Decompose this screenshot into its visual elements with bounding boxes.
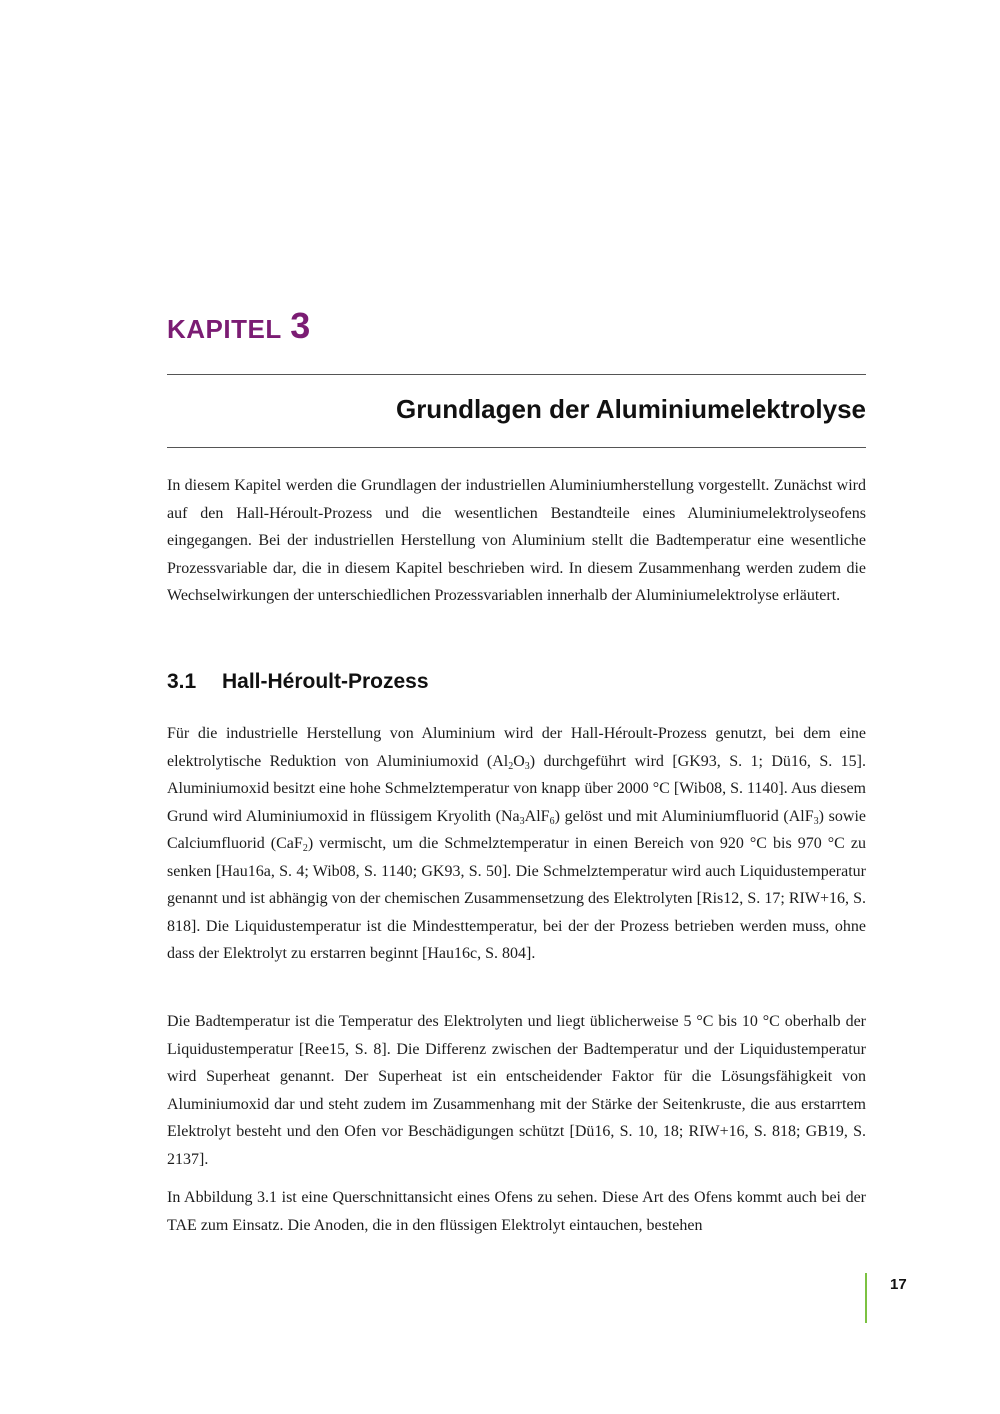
body-block-1: [167, 720, 866, 968]
p1-sub-6: 2: [302, 843, 308, 854]
chapter-title: Grundlagen der Aluminiumelektrolyse: [395, 394, 866, 424]
p1-text-4: AlF: [524, 807, 550, 825]
intro-paragraph: In diesem Kapitel werden die Grundlagen der industriellen Aluminiumherstellung vorgestellt. Zunächst wird auf den Hall-Héroult-Prozess und die wesentlichen Bestandteile eines Aluminiumelektrolyseofens eingegangen. Bei der industriellen Herstellung von Aluminium stellt die Badtemperatur eine wesentliche Prozessvariable dar, die in diesem Kapitel beschrieben wird. In diesem Zusammenhang werden zudem die Wechselwirkungen der unterschiedlichen Prozessvariablen innerhalb der Aluminiumelektrolyse erläutert.: [167, 477, 866, 604]
p1-sub-5: 3: [813, 815, 819, 827]
body-paragraph-1: [167, 720, 866, 968]
p1-text-5: ) gelöst und mit Aluminiumfluorid (AlF: [554, 807, 814, 825]
body-paragraph-3: In Abbildung 3.1 ist eine Querschnittansicht eines Ofens zu sehen. Diese Art des Ofens kommt auch bei der TAE zum Einsatz. Die Anoden, die in den flüssigen Elektrolyt eintauchen, bestehen: [167, 1189, 866, 1234]
p1-text-3: ) durchgeführt wird [GK93, S. 1; Dü16, S. 15]. Aluminiumoxid besitzt eine hohe Schmelztemperatur von knapp über 2000 °C [Wib08, S. 1140]. Aus diesem Grund wird Aluminiumoxid in flüssigem Kryolith (Na: [167, 752, 866, 825]
body-block-2: [167, 1008, 866, 1173]
p1-sub-3: 3: [519, 815, 525, 827]
chapter-number: 3: [290, 305, 311, 346]
section-number: 3.1: [167, 670, 197, 693]
chapter-label: [167, 305, 311, 346]
p1-text-6: ) sowie Calciumfluorid (CaF: [167, 807, 867, 852]
p1-text-2: O: [513, 752, 525, 770]
body-paragraph-2: Die Badtemperatur ist die Temperatur des Elektrolyten und liegt üblicherweise 5 °C bis 10 °C oberhalb der Liquidustemperatur [Ree15, S. 8]. Die Differenz zwischen der Badtemperatur und der Liquidustemperatur wird Superheat genannt. Der Superheat ist ein entscheidender Faktor für die Lösungsfähigkeit von Aluminiumoxid dar und steht zudem im Zusammenhang mit der Stärke der Seitenkruste, die aus erstarrtem Elektrolyt besteht und den Ofen vor Beschädigungen schützt [Dü16, S. 10, 18; RIW+16, S. 818; GB19, S. 2137].: [167, 1013, 866, 1168]
chapter-title-bottom-rule: [167, 447, 866, 448]
chapter-keyword: KAPITEL: [167, 314, 282, 344]
p1-sub-2: 3: [524, 760, 530, 772]
p1-sub-1: 2: [508, 760, 514, 772]
section-heading: [167, 670, 429, 694]
section-title: Hall-Héroult-Prozess: [222, 670, 429, 693]
intro-block: [167, 472, 866, 610]
body-block-3: [167, 1184, 866, 1239]
p1-text-1: Für die industrielle Herstellung von Aluminium wird der Hall-Héroult-Prozess genutzt, bei dem eine elektrolytische Reduktion von Aluminiumoxid (Al: [167, 725, 866, 770]
chapter-title-top-rule: [167, 374, 866, 375]
page-number: 17: [890, 1276, 907, 1293]
p1-sub-4: 6: [549, 815, 555, 827]
p1-text-7: ) vermischt, um die Schmelztemperatur in einen Bereich von 920 °C bis 970 °C zu senken [Hau16a, S. 4; Wib08, S. 1140; GK93, S. 50]. Die Schmelztemperatur wird auch Liquidustemperatur genannt und ist abhängig von der chemischen Zusammensetzung des Elektrolyten [Ris12, S. 17; RIW+16, S. 818]. Die Liquidustemperatur ist die Mindesttemperatur, bei der der Prozess betrieben werden muss, ohne dass der Elektrolyt zu erstarren beginnt [Hau16c, S. 804].: [167, 835, 867, 962]
page-number-bar: [865, 1273, 867, 1323]
